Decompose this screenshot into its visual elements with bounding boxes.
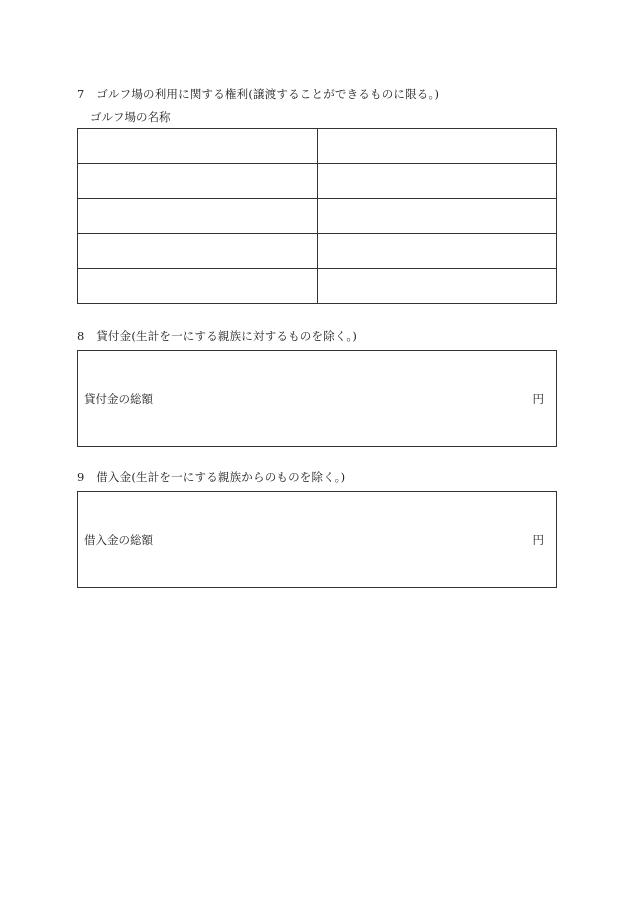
borrowings-total-label: 借入金の総額 [84, 533, 153, 547]
loans-receivable-box[interactable] [77, 350, 557, 447]
yen-unit: 円 [532, 533, 544, 547]
table-row [78, 234, 557, 269]
golf-course-detail-cell[interactable] [317, 164, 557, 199]
golf-course-detail-cell[interactable] [317, 199, 557, 234]
golf-course-detail-cell[interactable] [317, 234, 557, 269]
golf-course-detail-cell[interactable] [317, 269, 557, 304]
golf-course-name-cell[interactable] [78, 164, 318, 199]
golf-course-detail-cell[interactable] [317, 129, 557, 164]
loans-receivable-total-label: 貸付金の総額 [84, 392, 153, 406]
section8-heading: 8 貸付金(生計を一にする親族に対するものを除く。) [77, 329, 358, 343]
yen-unit: 円 [532, 392, 544, 406]
table-row [78, 269, 557, 304]
golf-course-name-cell[interactable] [78, 129, 318, 164]
golf-course-name-cell[interactable] [78, 199, 318, 234]
golf-course-name-cell[interactable] [78, 269, 318, 304]
golf-course-name-label: ゴルフ場の名称 [90, 110, 171, 124]
borrowings-box[interactable] [77, 491, 557, 588]
golf-course-table [77, 128, 557, 304]
table-row [78, 129, 557, 164]
table-row [78, 199, 557, 234]
section7-heading: 7 ゴルフ場の利用に関する権利(譲渡することができるものに限る。) [77, 87, 440, 101]
section9-heading: 9 借入金(生計を一にする親族からのものを除く。) [77, 470, 346, 484]
table-row [78, 164, 557, 199]
golf-course-name-cell[interactable] [78, 234, 318, 269]
